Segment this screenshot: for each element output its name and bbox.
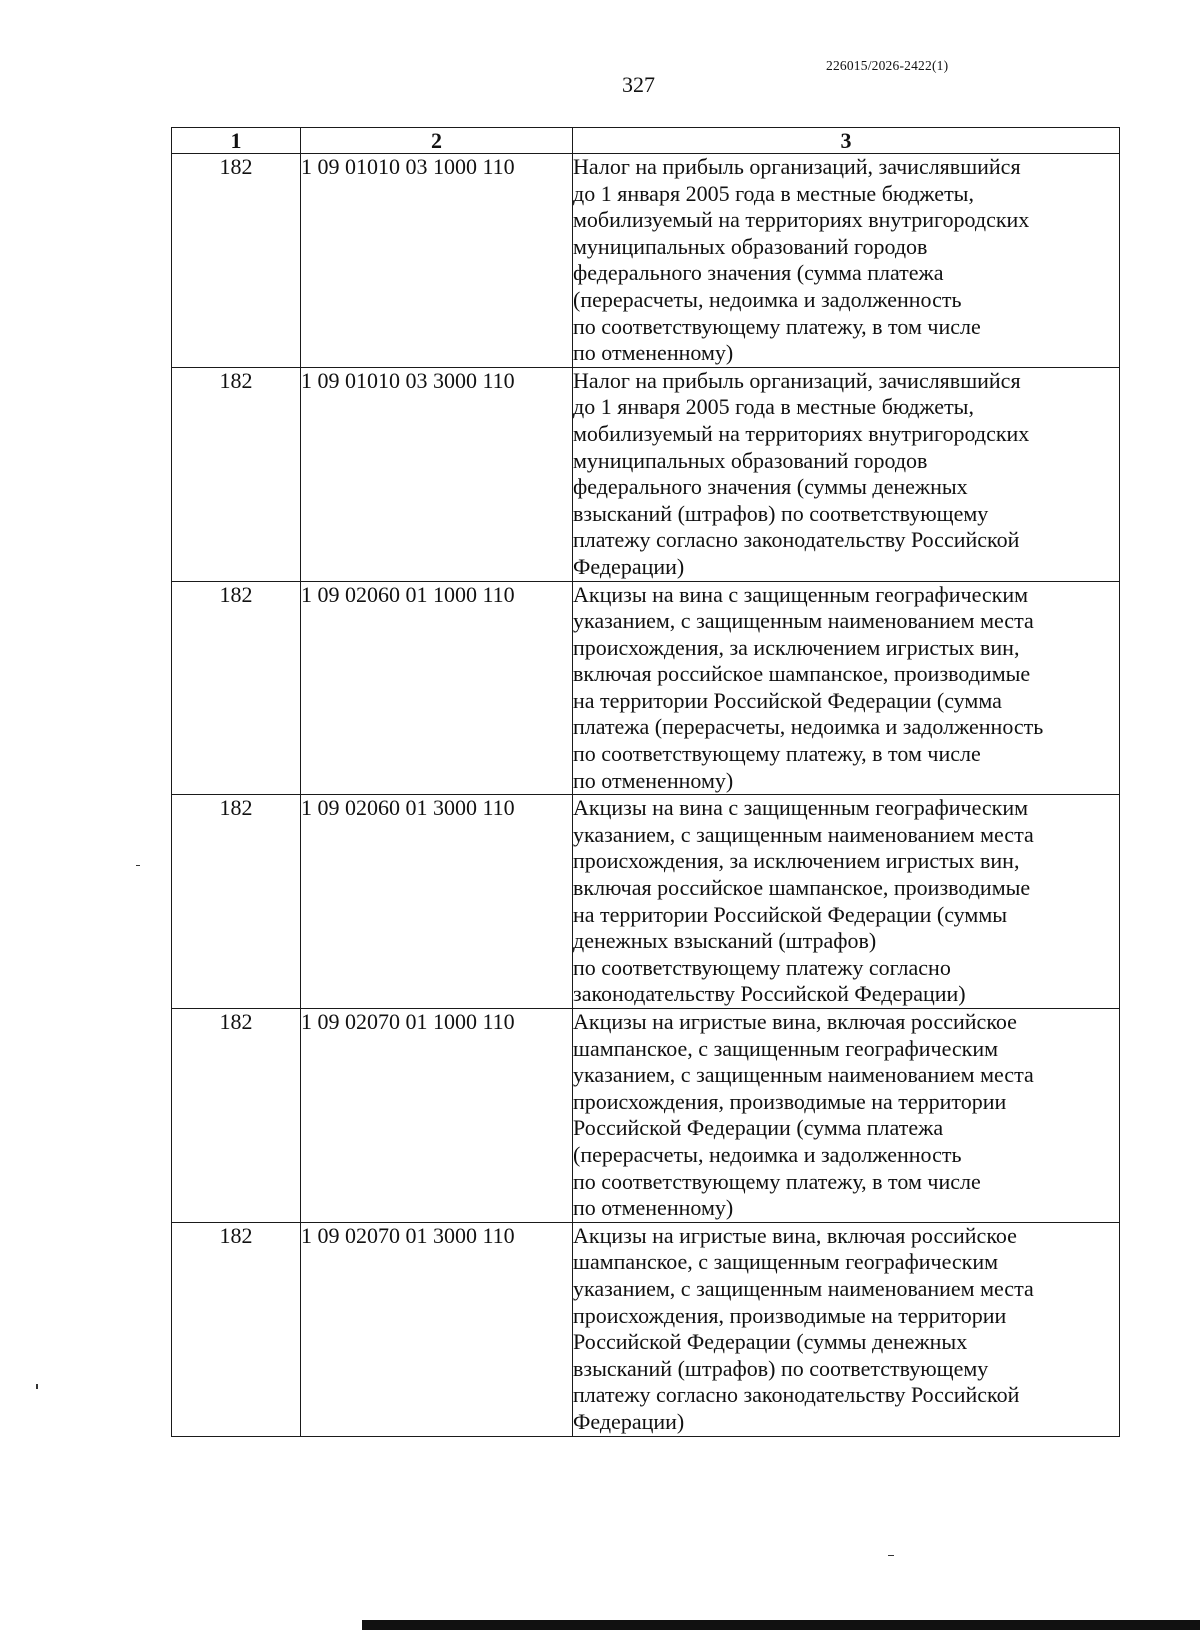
budget-code-cell: 1 09 02060 01 1000 110	[301, 581, 573, 795]
revenue-name-line: по отмененному)	[573, 767, 734, 793]
revenue-name-line: Российской Федерации (суммы денежных	[573, 1329, 968, 1355]
revenue-name-line: по соответствующему платежу, в том числе	[573, 741, 981, 767]
revenue-name-line: происхождения, производимые на территории	[573, 1088, 1007, 1114]
revenue-name-line: Федерации)	[573, 553, 685, 579]
revenue-name-cell	[573, 795, 1120, 1009]
revenue-name-line: по соответствующему платежу, в том числе	[573, 313, 981, 339]
budget-codes-table	[171, 127, 1120, 1437]
revenue-name-line: по соответствующему платежу согласно	[573, 954, 951, 980]
scan-speck	[136, 865, 140, 866]
revenue-name-line: Налог на прибыль организаций, зачислявшийся	[573, 367, 1021, 393]
revenue-name-line: по отмененному)	[573, 1195, 734, 1221]
revenue-name-line: указанием, с защищенным наименованием места	[573, 608, 1034, 634]
document-id: 226015/2026-2422(1)	[826, 58, 949, 73]
admin-code-cell: 182	[172, 795, 301, 1009]
revenue-name-line: происхождения, за исключением игристых вин,	[573, 848, 1020, 874]
revenue-name-line: указанием, с защищенным наименованием места	[573, 1275, 1034, 1301]
table-row	[172, 154, 1120, 368]
revenue-name-line: Акцизы на вина с защищенным географическим	[573, 795, 1029, 821]
scan-edge-bar	[362, 1620, 1200, 1630]
revenue-name-line: включая российское шампанское, производимые	[573, 661, 1031, 687]
admin-code-cell: 182	[172, 367, 301, 581]
revenue-name-line: муниципальных образований городов	[573, 447, 928, 473]
revenue-name-line: до 1 января 2005 года в местные бюджеты,	[573, 180, 974, 206]
revenue-name-cell	[573, 1009, 1120, 1223]
column-header-2: 2	[301, 128, 573, 154]
column-header-1: 1	[172, 128, 301, 154]
scan-speck	[36, 1384, 38, 1389]
revenue-name-line: Акцизы на игристые вина, включая российское	[573, 1009, 1017, 1034]
table-row	[172, 1009, 1120, 1223]
revenue-name-cell	[573, 367, 1120, 581]
scan-speck	[888, 1555, 894, 1556]
column-header-3: 3	[573, 128, 1120, 154]
revenue-name-line: взысканий (штрафов) по соответствующему	[573, 500, 989, 526]
revenue-name-cell	[573, 1222, 1120, 1436]
budget-code-cell: 1 09 02070 01 3000 110	[301, 1222, 573, 1436]
budget-code-cell: 1 09 01010 03 3000 110	[301, 367, 573, 581]
revenue-name-line: муниципальных образований городов	[573, 233, 928, 259]
revenue-name-line: до 1 января 2005 года в местные бюджеты,	[573, 394, 974, 420]
revenue-name-line: Акцизы на игристые вина, включая российское	[573, 1222, 1017, 1248]
revenue-name-line: происхождения, за исключением игристых вин,	[573, 634, 1020, 660]
page-number: 327	[622, 72, 655, 97]
table-row	[172, 581, 1120, 795]
revenue-name-line: мобилизуемый на территориях внутригородских	[573, 420, 1030, 446]
revenue-name-line: на территории Российской Федерации (сумма	[573, 687, 1002, 713]
table-header-row	[172, 128, 1120, 154]
admin-code-cell: 182	[172, 581, 301, 795]
revenue-name-line: федерального значения (сумма платежа	[573, 260, 944, 286]
revenue-name-line: платежу согласно законодательству Российской	[573, 1382, 1020, 1408]
revenue-name-line: денежных взысканий (штрафов)	[573, 928, 877, 954]
table-row	[172, 367, 1120, 581]
revenue-name-line: (перерасчеты, недоимка и задолженность	[573, 1141, 962, 1167]
budget-code-cell: 1 09 01010 03 1000 110	[301, 154, 573, 368]
admin-code-cell: 182	[172, 1222, 301, 1436]
revenue-name-cell	[573, 154, 1120, 368]
revenue-name-line: федерального значения (суммы денежных	[573, 474, 968, 500]
revenue-name-line: шампанское, с защищенным географическим	[573, 1035, 999, 1061]
revenue-name-line: на территории Российской Федерации (суммы	[573, 901, 1008, 927]
revenue-name-line: взысканий (штрафов) по соответствующему	[573, 1355, 989, 1381]
revenue-name-line: мобилизуемый на территориях внутригородских	[573, 207, 1030, 233]
revenue-name-line: Российской Федерации (сумма платежа	[573, 1115, 944, 1141]
budget-code-cell: 1 09 02070 01 1000 110	[301, 1009, 573, 1223]
budget-code-cell: 1 09 02060 01 3000 110	[301, 795, 573, 1009]
revenue-name-cell	[573, 581, 1120, 795]
revenue-name-line: включая российское шампанское, производимые	[573, 875, 1031, 901]
revenue-name-line: указанием, с защищенным наименованием места	[573, 1062, 1034, 1088]
revenue-name-line: платежу согласно законодательству Российской	[573, 527, 1020, 553]
revenue-name-line: Акцизы на вина с защищенным географическим	[573, 581, 1029, 607]
revenue-name-line: указанием, с защищенным наименованием места	[573, 821, 1034, 847]
revenue-name-line: законодательству Российской Федерации)	[573, 981, 966, 1007]
revenue-name-line: Федерации)	[573, 1408, 685, 1434]
revenue-name-line: (перерасчеты, недоимка и задолженность	[573, 286, 962, 312]
revenue-name-line: по отмененному)	[573, 340, 734, 366]
admin-code-cell: 182	[172, 1009, 301, 1223]
table-row	[172, 1222, 1120, 1436]
revenue-name-line: Налог на прибыль организаций, зачислявшийся	[573, 154, 1021, 179]
table-row	[172, 795, 1120, 1009]
revenue-name-line: происхождения, производимые на территории	[573, 1302, 1007, 1328]
revenue-name-line: по соответствующему платежу, в том числе	[573, 1168, 981, 1194]
revenue-name-line: платежа (перерасчеты, недоимка и задолженность	[573, 714, 1044, 740]
revenue-name-line: шампанское, с защищенным географическим	[573, 1249, 999, 1275]
admin-code-cell: 182	[172, 154, 301, 368]
